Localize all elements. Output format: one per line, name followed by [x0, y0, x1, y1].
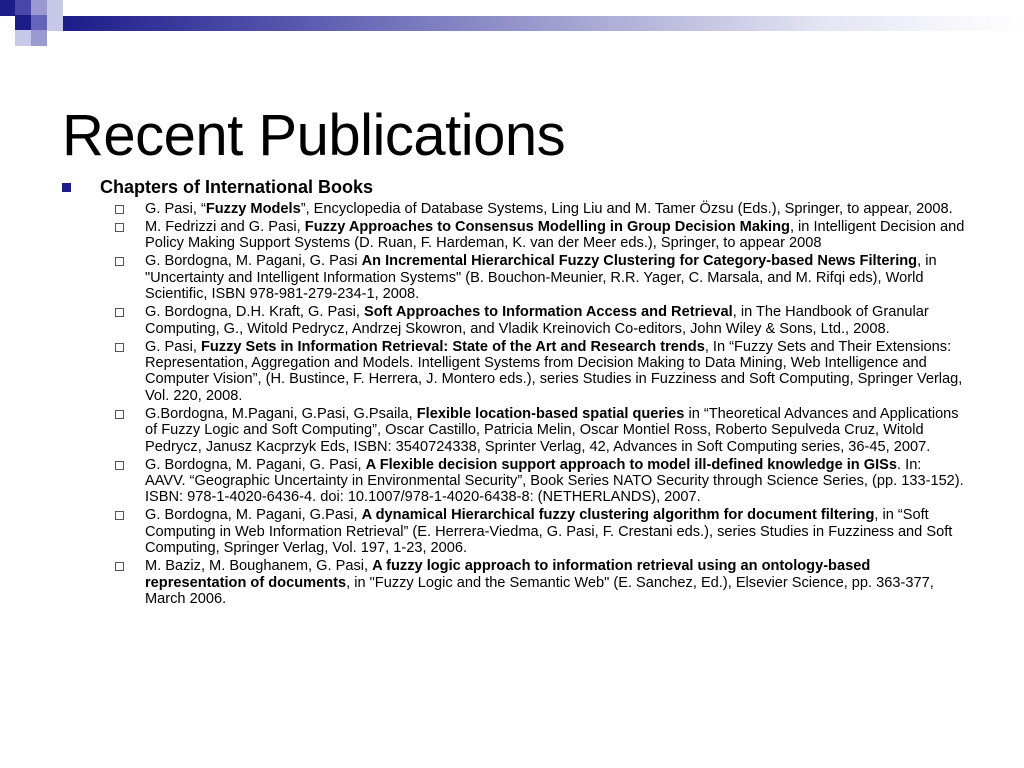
publication-authors: G. Bordogna, M. Pagani, G.Pasi,: [145, 507, 362, 524]
slide-title: Recent Publications: [62, 102, 566, 168]
publication-title: An Incremental Hierarchical Fuzzy Clustering for Category-based News Filtering: [361, 253, 918, 270]
publication-item: [115, 201, 965, 217]
publication-details: in “Theoretical Advances and Applications of Fuzzy Logic and Soft Computing”, Oscar Castillo, Patricia Melin, Oscar Montiel Ross, Roberto Sepulveda Cruz, Witold Pedrycz, Janusz Kacprzyk Eds, ISBN: 3540724338, Sprinter Verlag, 42, Advances in Soft Computing series, 36-45, 2007.: [145, 405, 959, 455]
publication-title: Fuzzy Approaches to Consensus Modelling in Group Decision Making: [304, 219, 790, 235]
decorative-square: [47, 15, 63, 31]
publication-authors: G.Bordogna, M.Pagani, G.Pasi, G.Psaila,: [145, 405, 417, 422]
publication-title: Soft Approaches to Information Access and Retrieval: [364, 304, 733, 321]
decorative-square: [15, 15, 31, 31]
publication-item: [115, 558, 965, 607]
publication-item: [115, 219, 965, 252]
publication-title: Fuzzy Models: [205, 201, 301, 217]
decorative-square: [15, 0, 31, 16]
hollow-square-bullet-icon: [115, 461, 124, 470]
publication-list: [115, 201, 965, 609]
publication-details: , in "Fuzzy Logic and the Semantic Web" (E. Sanchez, Ed.), Elsevier Science, pp. 363-377, March 2006.: [145, 574, 934, 608]
hollow-square-bullet-icon: [115, 343, 124, 352]
decorative-square: [0, 0, 16, 16]
publication-details: , In “Fuzzy Sets and Their Extensions: Representation, Aggregation and Models. Intelligent Systems from Decision Making to Data Mining, Web Intelligence and Computer Vision”, (H. Bustince, F. Herrera, J. Montero eds.), series Studies in Fuzziness and Soft Computing, Springer Verlag, Vol. 220, 2008.: [145, 338, 963, 404]
decorative-square: [31, 0, 47, 16]
publication-authors: G. Pasi,: [145, 338, 201, 355]
publication-authors: M. Baziz, M. Boughanem, G. Pasi,: [145, 558, 373, 575]
publication-title: A dynamical Hierarchical fuzzy clustering algorithm for document filtering: [361, 507, 875, 524]
square-bullet-icon: [62, 183, 71, 192]
publication-item: [115, 406, 965, 455]
decorative-square: [15, 30, 31, 46]
hollow-square-bullet-icon: [115, 511, 124, 520]
hollow-square-bullet-icon: [115, 205, 124, 214]
hollow-square-bullet-icon: [115, 308, 124, 317]
header-gradient-bar: [63, 16, 1024, 31]
publication-authors: G. Bordogna, M. Pagani, G. Pasi,: [145, 456, 366, 473]
publication-details: . In: AAVV. “Geographic Uncertainty in Environmental Security”, Book Series NATO Security through Science Series, (pp. 133-152). ISBN: 978-1-4020-6436-4. doi: 10.1007/978-1-4020-6438-8: (NETHERLANDS), 2007.: [145, 456, 964, 506]
decorative-square: [31, 30, 47, 46]
publication-title: A Flexible decision support approach to model ill-defined knowledge in GISs: [365, 456, 898, 473]
hollow-square-bullet-icon: [115, 223, 124, 232]
section-label: Chapters of International Books: [100, 177, 374, 197]
publication-details: , in "Uncertainty and Intelligent Information Systems" (B. Bouchon-Meunier, R.R. Yager, C. Marsala, and M. Rifqi eds), World Scientific, ISBN 978-981-279-234-1, 2008.: [145, 253, 937, 303]
hollow-square-bullet-icon: [115, 410, 124, 419]
publication-item: [115, 253, 965, 302]
decorative-square: [47, 0, 63, 16]
publication-details: , in “Soft Computing in Web Information Retrieval” (E. Herrera-Viedma, G. Pasi, F. Crestani eds.), series Studies in Fuzziness and Soft Computing, Springer Verlag, Vol. 197, 1-23, 2006.: [145, 507, 953, 557]
hollow-square-bullet-icon: [115, 562, 124, 571]
publication-item: [115, 457, 965, 506]
publication-item: [115, 507, 965, 556]
publication-authors: G. Pasi, “: [145, 201, 206, 217]
publication-item: [115, 304, 965, 337]
decorative-square: [31, 15, 47, 31]
publication-title: Fuzzy Sets in Information Retrieval: State of the Art and Research trends: [200, 338, 705, 355]
hollow-square-bullet-icon: [115, 257, 124, 266]
publication-item: [115, 339, 965, 405]
publication-authors: G. Bordogna, D.H. Kraft, G. Pasi,: [145, 304, 364, 321]
publication-details: , in Intelligent Decision and Policy Making Support Systems (D. Ruan, F. Hardeman, K. van der Meer eds.), Springer, to appear 2008: [145, 219, 965, 252]
publication-title: A fuzzy logic approach to information retrieval using an ontology-based representation of documents: [145, 558, 871, 591]
publication-details: , in The Handbook of Granular Computing, G., Witold Pedrycz, Andrzej Skowron, and Vladik Kreinovich Co-editors, John Wiley & Sons, Ltd., 2008.: [145, 304, 929, 337]
publication-title: Flexible location-based spatial queries: [416, 405, 685, 422]
publication-authors: G. Bordogna, M. Pagani, G. Pasi: [145, 253, 362, 270]
publication-authors: M. Fedrizzi and G. Pasi,: [145, 219, 305, 235]
publication-details: ”, Encyclopedia of Database Systems, Ling Liu and M. Tamer Özsu (Eds.), Springer, to appear, 2008.: [300, 201, 953, 217]
